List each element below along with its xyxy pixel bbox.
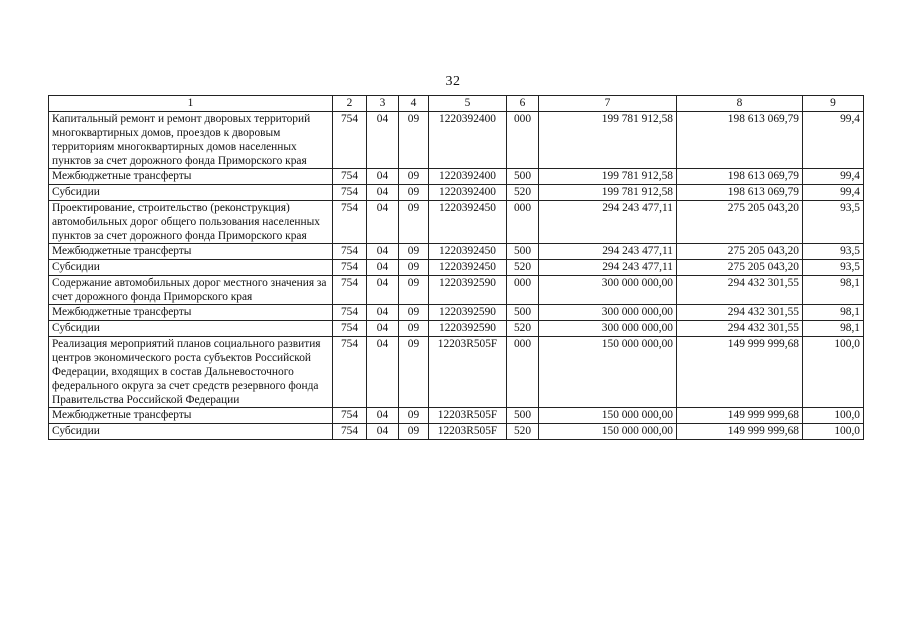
target-item-code: 1220392590	[429, 321, 507, 337]
table-row	[49, 276, 864, 305]
execution-percent: 100,0	[803, 408, 864, 424]
execution-percent: 100,0	[803, 424, 864, 440]
planned-amount: 150 000 000,00	[539, 337, 677, 408]
expense-type-code: 500	[507, 169, 539, 185]
section-code: 04	[367, 408, 399, 424]
execution-percent: 98,1	[803, 276, 864, 305]
admin-code: 754	[333, 424, 367, 440]
execution-percent: 98,1	[803, 321, 864, 337]
table-row	[49, 185, 864, 201]
row-name: Содержание автомобильных дорог местного значения за счет дорожного фонда Приморского края	[49, 276, 333, 305]
table-row	[49, 201, 864, 244]
executed-amount: 294 432 301,55	[677, 276, 803, 305]
executed-amount: 149 999 999,68	[677, 408, 803, 424]
expense-type-code: 500	[507, 244, 539, 260]
admin-code: 754	[333, 112, 367, 169]
admin-code: 754	[333, 260, 367, 276]
subsection-code: 09	[399, 337, 429, 408]
target-item-code: 1220392400	[429, 185, 507, 201]
subsection-code: 09	[399, 276, 429, 305]
budget-table	[48, 95, 864, 440]
planned-amount: 294 243 477,11	[539, 244, 677, 260]
column-header: 6	[507, 96, 539, 112]
executed-amount: 198 613 069,79	[677, 112, 803, 169]
table-row	[49, 260, 864, 276]
subsection-code: 09	[399, 321, 429, 337]
target-item-code: 1220392590	[429, 305, 507, 321]
section-code: 04	[367, 244, 399, 260]
table-row	[49, 169, 864, 185]
planned-amount: 294 243 477,11	[539, 201, 677, 244]
section-code: 04	[367, 276, 399, 305]
column-header: 3	[367, 96, 399, 112]
row-name: Капитальный ремонт и ремонт дворовых территорий многоквартирных домов, проездов к дворовым территориям многоквартирных домов населенных пунктов за счет дорожного фонда Приморского края	[49, 112, 333, 169]
admin-code: 754	[333, 201, 367, 244]
admin-code: 754	[333, 321, 367, 337]
admin-code: 754	[333, 305, 367, 321]
row-name: Межбюджетные трансферты	[49, 244, 333, 260]
column-header: 2	[333, 96, 367, 112]
table-row	[49, 112, 864, 169]
admin-code: 754	[333, 276, 367, 305]
executed-amount: 275 205 043,20	[677, 244, 803, 260]
table-row	[49, 305, 864, 321]
target-item-code: 1220392590	[429, 276, 507, 305]
admin-code: 754	[333, 169, 367, 185]
subsection-code: 09	[399, 244, 429, 260]
execution-percent: 93,5	[803, 201, 864, 244]
subsection-code: 09	[399, 408, 429, 424]
planned-amount: 199 781 912,58	[539, 112, 677, 169]
table-row	[49, 337, 864, 408]
section-code: 04	[367, 112, 399, 169]
target-item-code: 1220392450	[429, 244, 507, 260]
section-code: 04	[367, 260, 399, 276]
planned-amount: 150 000 000,00	[539, 408, 677, 424]
expense-type-code: 000	[507, 337, 539, 408]
table-row	[49, 408, 864, 424]
page-number: 32	[445, 74, 461, 89]
expense-type-code: 520	[507, 185, 539, 201]
row-name: Проектирование, строительство (реконструкция) автомобильных дорог общего пользования населенных пунктов за счет дорожного фонда Приморского края	[49, 201, 333, 244]
subsection-code: 09	[399, 424, 429, 440]
expense-type-code: 000	[507, 276, 539, 305]
planned-amount: 300 000 000,00	[539, 321, 677, 337]
column-header: 1	[49, 96, 333, 112]
target-item-code: 1220392400	[429, 169, 507, 185]
expense-type-code: 500	[507, 305, 539, 321]
row-name: Реализация мероприятий планов социального развития центров экономического роста субъектов Российской Федерации, входящих в состав Дальневосточного федерального округа за счет средств резервного фонда Правительства Российской Федерации	[49, 337, 333, 408]
section-code: 04	[367, 337, 399, 408]
row-name: Межбюджетные трансферты	[49, 305, 333, 321]
executed-amount: 198 613 069,79	[677, 185, 803, 201]
expense-type-code: 500	[507, 408, 539, 424]
table-row	[49, 321, 864, 337]
section-code: 04	[367, 305, 399, 321]
expense-type-code: 520	[507, 321, 539, 337]
target-item-code: 12203R505F	[429, 424, 507, 440]
subsection-code: 09	[399, 260, 429, 276]
execution-percent: 99,4	[803, 185, 864, 201]
row-name: Субсидии	[49, 424, 333, 440]
subsection-code: 09	[399, 169, 429, 185]
column-header: 7	[539, 96, 677, 112]
section-code: 04	[367, 169, 399, 185]
executed-amount: 149 999 999,68	[677, 337, 803, 408]
table-row	[49, 244, 864, 260]
planned-amount: 199 781 912,58	[539, 185, 677, 201]
section-code: 04	[367, 185, 399, 201]
admin-code: 754	[333, 408, 367, 424]
expense-type-code: 000	[507, 201, 539, 244]
subsection-code: 09	[399, 201, 429, 244]
column-header: 5	[429, 96, 507, 112]
row-name: Межбюджетные трансферты	[49, 408, 333, 424]
target-item-code: 1220392450	[429, 201, 507, 244]
expense-type-code: 000	[507, 112, 539, 169]
execution-percent: 93,5	[803, 244, 864, 260]
section-code: 04	[367, 424, 399, 440]
executed-amount: 275 205 043,20	[677, 260, 803, 276]
subsection-code: 09	[399, 112, 429, 169]
executed-amount: 294 432 301,55	[677, 321, 803, 337]
execution-percent: 99,4	[803, 169, 864, 185]
execution-percent: 98,1	[803, 305, 864, 321]
planned-amount: 150 000 000,00	[539, 424, 677, 440]
executed-amount: 198 613 069,79	[677, 169, 803, 185]
expense-type-code: 520	[507, 260, 539, 276]
target-item-code: 1220392400	[429, 112, 507, 169]
subsection-code: 09	[399, 305, 429, 321]
row-name: Субсидии	[49, 321, 333, 337]
section-code: 04	[367, 201, 399, 244]
execution-percent: 99,4	[803, 112, 864, 169]
executed-amount: 149 999 999,68	[677, 424, 803, 440]
row-name: Субсидии	[49, 260, 333, 276]
planned-amount: 294 243 477,11	[539, 260, 677, 276]
subsection-code: 09	[399, 185, 429, 201]
row-name: Субсидии	[49, 185, 333, 201]
execution-percent: 100,0	[803, 337, 864, 408]
executed-amount: 275 205 043,20	[677, 201, 803, 244]
admin-code: 754	[333, 185, 367, 201]
column-header: 4	[399, 96, 429, 112]
section-code: 04	[367, 321, 399, 337]
column-header: 8	[677, 96, 803, 112]
admin-code: 754	[333, 337, 367, 408]
expense-type-code: 520	[507, 424, 539, 440]
table-row	[49, 424, 864, 440]
executed-amount: 294 432 301,55	[677, 305, 803, 321]
header-row	[49, 96, 864, 112]
execution-percent: 93,5	[803, 260, 864, 276]
target-item-code: 12203R505F	[429, 408, 507, 424]
planned-amount: 199 781 912,58	[539, 169, 677, 185]
planned-amount: 300 000 000,00	[539, 305, 677, 321]
target-item-code: 1220392450	[429, 260, 507, 276]
target-item-code: 12203R505F	[429, 337, 507, 408]
row-name: Межбюджетные трансферты	[49, 169, 333, 185]
admin-code: 754	[333, 244, 367, 260]
column-header: 9	[803, 96, 864, 112]
planned-amount: 300 000 000,00	[539, 276, 677, 305]
